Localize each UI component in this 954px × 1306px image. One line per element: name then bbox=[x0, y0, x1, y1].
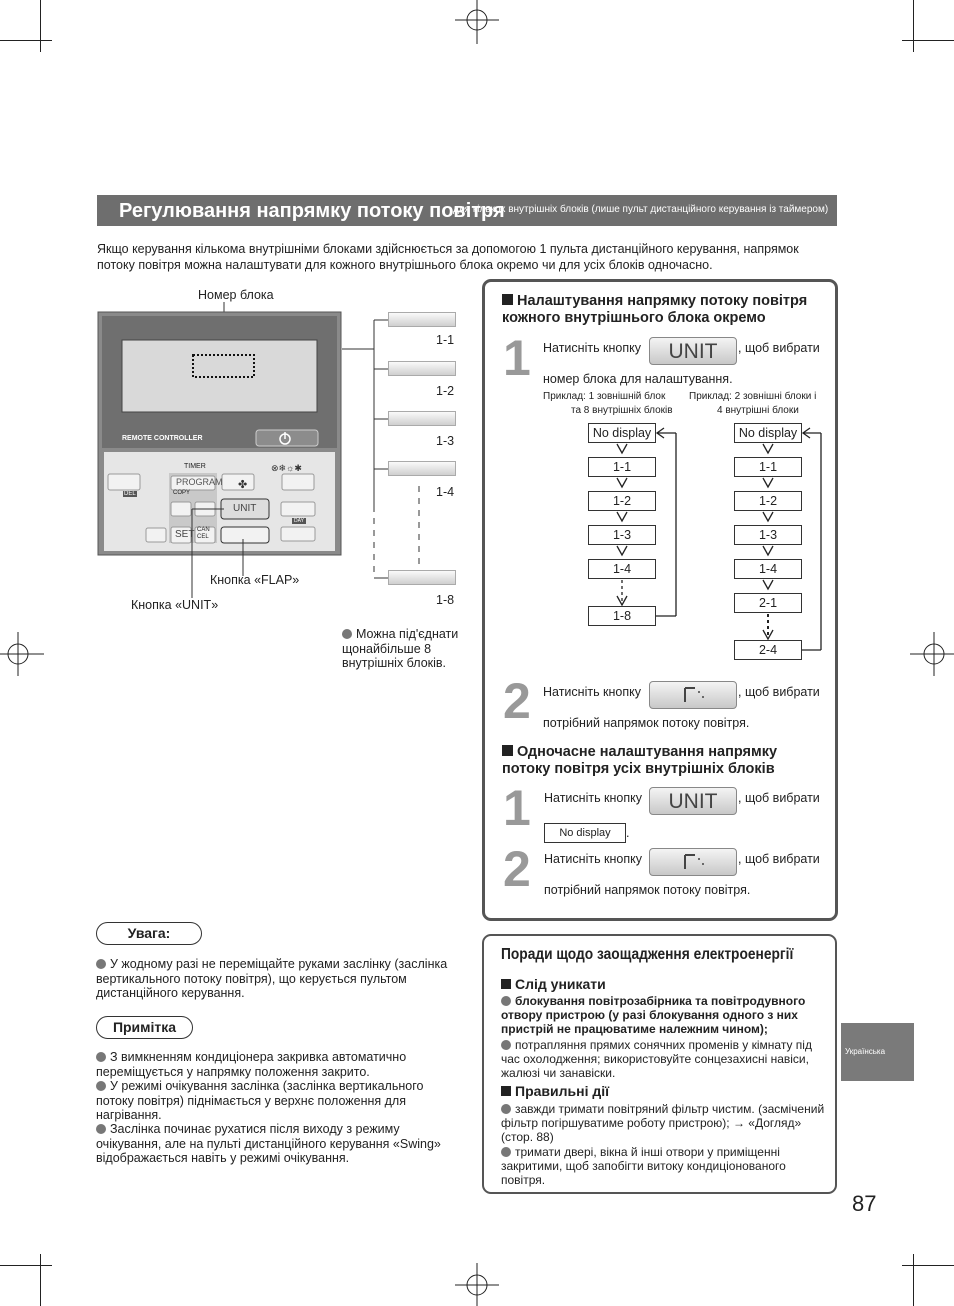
avoid-heading: Слід уникати bbox=[501, 976, 606, 992]
indoor-unit bbox=[388, 411, 456, 426]
flow2-item: 2-4 bbox=[734, 640, 802, 660]
example-1-line2: та 8 внутрішніх блоків bbox=[571, 405, 673, 416]
set-button[interactable]: SET bbox=[175, 529, 195, 540]
svg-text:⊗❄☼✱: ⊗❄☼✱ bbox=[271, 463, 302, 473]
step-text: потрібний напрямок потоку повітря. bbox=[544, 883, 751, 897]
step-text: , щоб вибрати bbox=[738, 791, 820, 805]
flow2-item: 2-1 bbox=[734, 593, 802, 613]
flap-icon bbox=[673, 849, 713, 873]
indoor-unit bbox=[388, 570, 456, 585]
registration-mark-icon bbox=[455, 1263, 499, 1306]
example-2-line2: 4 внутрішні блоки bbox=[717, 405, 799, 416]
flow-arrows bbox=[580, 420, 830, 670]
step-number: 1 bbox=[503, 780, 531, 836]
timer-label: TIMER bbox=[184, 463, 206, 470]
del-label: DEL bbox=[124, 491, 136, 497]
remote-unit-button[interactable]: UNIT bbox=[233, 503, 257, 514]
flow1-item: 1-8 bbox=[588, 606, 656, 626]
flap-button[interactable] bbox=[649, 681, 737, 709]
example-2-line1: Приклад: 2 зовнішні блоки і bbox=[689, 391, 817, 402]
avoid-item: блокування повітрозабірника та повітродувного отвору пристрою (у разі блокування одного з них пристрій не працюватиме належним чином); bbox=[501, 994, 806, 1036]
caution-item: У жодному разі не переміщайте руками заслінку (заслінка вертикального потоку повітря), що керується пультом дистанційного керування. bbox=[96, 957, 448, 1000]
step-text: , щоб вибрати bbox=[738, 341, 820, 355]
registration-mark-icon bbox=[910, 632, 954, 676]
flow1-item: 1-4 bbox=[588, 559, 656, 579]
no-display-box: No display bbox=[544, 823, 626, 843]
note-item: Заслінка починає рухатися після виходу з режиму очікування, але на пульті дистанційного керування «Swing» відображається навіть у режимі очікування. bbox=[96, 1122, 441, 1165]
intro-text: Якщо керування кількома внутрішніми блоками здійснюється за допомогою 1 пульта дистанційного керування, напрямок потоку повітря можна налаштувати для кожного внутрішнього блока окремо чи для усіх блоків одночасно. bbox=[97, 242, 799, 272]
unit-label: 1-8 bbox=[436, 593, 455, 607]
note-item: З вимкненням кондиціонера закривка автоматично переміщується у напрямку положення закрито. bbox=[96, 1050, 407, 1079]
step-text: номер блока для налаштування. bbox=[543, 372, 733, 386]
mode-icons bbox=[269, 461, 317, 473]
indoor-unit bbox=[388, 461, 456, 476]
example-1-line1: Приклад: 1 зовнішній блок bbox=[543, 391, 666, 402]
simultaneous-heading: Одночасне налаштування напрямку потоку повітря усіх внутрішніх блоків bbox=[502, 744, 778, 777]
flow1-item: 1-2 bbox=[588, 491, 656, 511]
caution-label: Увага: bbox=[96, 922, 202, 945]
language-tab[interactable]: Українська bbox=[841, 1023, 914, 1081]
flow2-item: 1-1 bbox=[734, 457, 802, 477]
step-text: , щоб вибрати bbox=[738, 852, 820, 866]
unit-button[interactable]: UNIT bbox=[649, 337, 737, 365]
unit-button[interactable]: UNIT bbox=[649, 787, 737, 815]
unit-number-label: Номер блока bbox=[198, 288, 274, 302]
individual-heading: Налаштування напрямку потоку повітря кожного внутрішнього блока окремо bbox=[502, 293, 808, 326]
step-number: 2 bbox=[503, 841, 531, 897]
flow1-item: No display bbox=[588, 423, 656, 443]
do-item: тримати двері, вікна й інші отвори у приміщенні закритими, щоб запобігти витоку кондиціонованого повітря. bbox=[501, 1145, 786, 1187]
flow2-item: 1-2 bbox=[734, 491, 802, 511]
note-label: Примітка bbox=[96, 1016, 193, 1039]
step-text: потрібний напрямок потоку повітря. bbox=[543, 716, 750, 730]
page-subtitle: для кількох внутрішніх блоків (лише пульт дистанційного керування із таймером) bbox=[453, 204, 829, 215]
step-text: , щоб вибрати bbox=[738, 685, 820, 699]
max-units-note: Можна під'єднати щонайбільше 8 внутрішніх блоків. bbox=[342, 627, 459, 670]
flow2-item: 1-4 bbox=[734, 559, 802, 579]
unit-label: 1-2 bbox=[436, 384, 455, 398]
indoor-unit bbox=[388, 361, 456, 376]
svg-text:✤: ✤ bbox=[238, 479, 248, 490]
registration-mark-icon bbox=[455, 0, 499, 44]
flow2-item: 1-3 bbox=[734, 525, 802, 545]
flap-caption: Кнопка «FLAP» bbox=[210, 573, 300, 587]
step-text: Натисніть кнопку bbox=[543, 341, 642, 355]
step-text: Натисніть кнопку bbox=[544, 791, 643, 805]
avoid-item: потрапляння прямих сонячних променів у кімнату під час охолодження; використовуйте сонцезахисні навіси, жалюзі чи занавіски. bbox=[501, 1038, 812, 1080]
unit-caption: Кнопка «UNIT» bbox=[131, 598, 219, 612]
step-number: 1 bbox=[503, 330, 531, 386]
step-number: 2 bbox=[503, 673, 531, 729]
remote-label: REMOTE CONTROLLER bbox=[122, 435, 203, 442]
tips-title: Поради щодо заощадження електроенергії bbox=[501, 946, 794, 963]
power-icon bbox=[275, 431, 295, 447]
fan-icon bbox=[236, 478, 254, 490]
do-heading: Правильні дії bbox=[501, 1083, 609, 1099]
cancel-button[interactable]: CAN CEL bbox=[197, 527, 210, 540]
copy-label: COPY bbox=[173, 490, 191, 496]
flow2-item: No display bbox=[734, 423, 802, 443]
page-number: 87 bbox=[852, 1191, 877, 1216]
period: . bbox=[626, 826, 630, 840]
note-item: У режимі очікування заслінка (заслінка вертикального потоку повітря) піднімається у верхнє положення для нагрівання. bbox=[96, 1079, 424, 1122]
day-label: DAY bbox=[294, 518, 304, 524]
flow1-item: 1-3 bbox=[588, 525, 656, 545]
indoor-unit bbox=[388, 312, 456, 327]
section-title-bar bbox=[97, 195, 837, 226]
flap-button[interactable] bbox=[649, 848, 737, 876]
page-title: Регулювання напрямку потоку повітря bbox=[119, 200, 505, 222]
unit-label: 1-1 bbox=[436, 333, 455, 347]
program-button[interactable]: PROGRAM bbox=[176, 477, 223, 487]
unit-label: 1-4 bbox=[436, 485, 455, 499]
step-text: Натисніть кнопку bbox=[544, 852, 643, 866]
do-item: завжди тримати повітряний фільтр чистим. (засмічений фільтр погіршуватиме роботу пристрою); → «Догляд» (стор. 88) bbox=[501, 1102, 825, 1144]
step-text: Натисніть кнопку bbox=[543, 685, 642, 699]
flap-icon bbox=[673, 682, 713, 706]
flow1-item: 1-1 bbox=[588, 457, 656, 477]
registration-mark-icon bbox=[0, 632, 44, 676]
unit-label: 1-3 bbox=[436, 434, 455, 448]
